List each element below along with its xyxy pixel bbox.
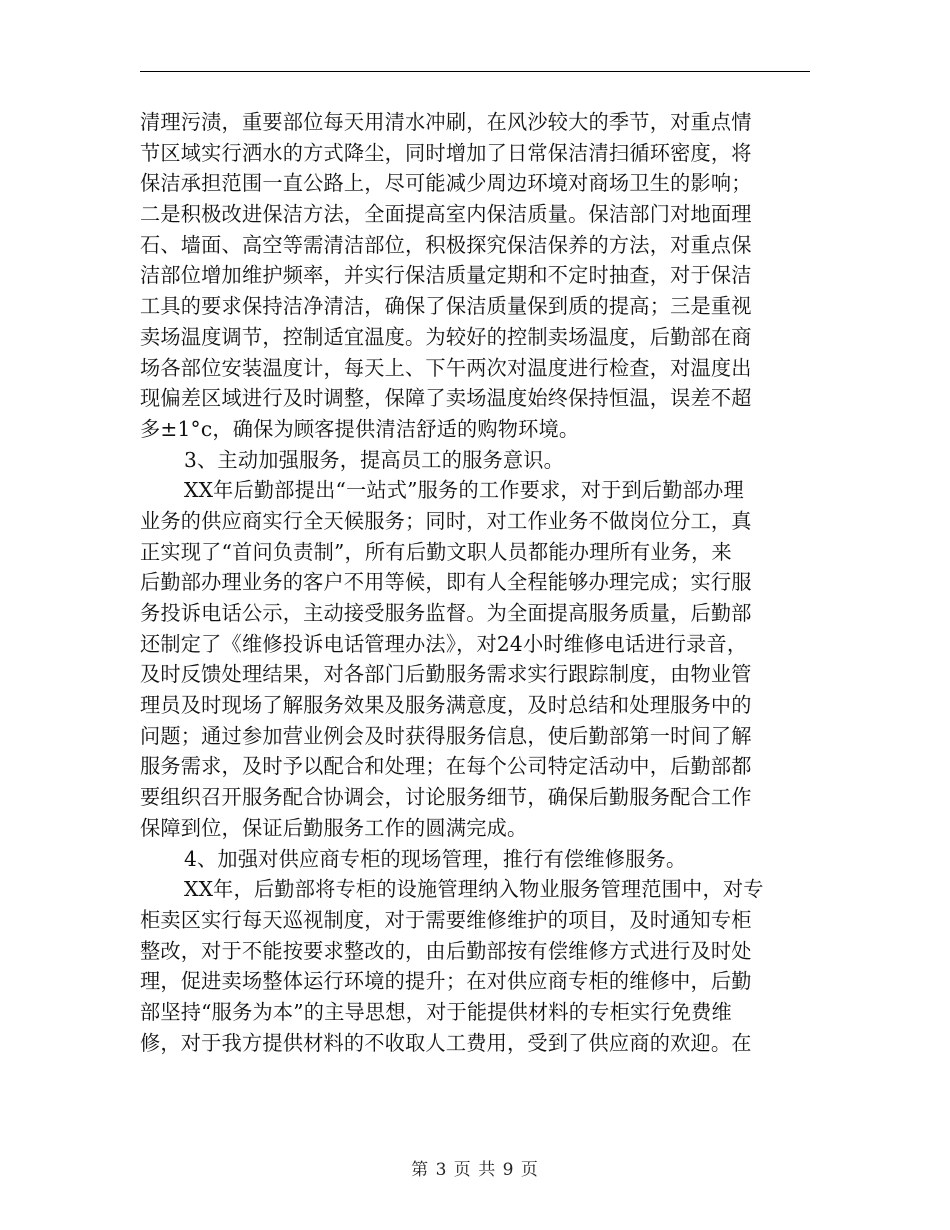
text-line: 整改，对于不能按要求整改的，由后勤部按有偿维修方式进行及时处 bbox=[140, 938, 752, 963]
text-line: 卖场温度调节，控制适宜温度。为较好的控制卖场温度，后勤部在商 bbox=[140, 324, 752, 349]
text-line: 保障到位，保证后勤服务工作的圆满完成。 bbox=[140, 815, 528, 840]
text-line: 保洁承担范围一直公路上，尽可能减少周边环境对商场卫生的影响； bbox=[140, 171, 752, 196]
text-line: 服务需求，及时予以配合和处理；在每个公司特定活动中，后勤部都 bbox=[140, 754, 752, 779]
text-line: 场各部位安装温度计，每天上、下午两次对温度进行检查，对温度出 bbox=[140, 355, 752, 380]
text-line: 柜卖区实行每天巡视制度，对于需要维修维护的项目，及时通知专柜 bbox=[140, 907, 752, 932]
text-line: 石、墙面、高空等需清洁部位，积极探究保洁保养的方法，对重点保 bbox=[140, 232, 752, 257]
text-line: 理员及时现场了解服务效果及服务满意度，及时总结和处理服务中的 bbox=[140, 693, 752, 718]
text-line: 正实现了“首问负责制”，所有后勤文职人员都能办理所有业务，来 bbox=[140, 539, 732, 564]
page-footer: 第 3 页 共 9 页 bbox=[411, 1160, 539, 1180]
text-line: 二是积极改进保洁方法，全面提高室内保洁质量。保洁部门对地面理 bbox=[140, 202, 752, 227]
text-line: 问题；通过参加营业例会及时获得服务信息，使后勤部第一时间了解 bbox=[140, 723, 752, 748]
document-body bbox=[140, 107, 812, 1058]
text-line: 后勤部办理业务的客户不用等候，即有人全程能够办理完成；实行服 bbox=[140, 570, 752, 595]
text-line: 现偏差区域进行及时调整，保障了卖场温度始终保持恒温，误差不超 bbox=[140, 386, 752, 411]
text-line: 部坚持“服务为本”的主导思想，对于能提供材料的专柜实行免费维 bbox=[140, 999, 732, 1024]
text-line: 还制定了《维修投诉电话管理办法》，对24小时维修电话进行录音， bbox=[140, 631, 748, 656]
text-line: 多±1°c，确保为顾客提供清洁舒适的购物环境。 bbox=[140, 416, 580, 441]
text-line: XX年，后勤部将专柜的设施管理纳入物业服务管理范围中，对专 bbox=[184, 877, 764, 902]
header-rule bbox=[140, 71, 810, 72]
text-line: 及时反馈处理结果，对各部门后勤服务需求实行跟踪制度，由物业管 bbox=[140, 662, 752, 687]
text-line: 节区域实行洒水的方式降尘，同时增加了日常保洁清扫循环密度，将 bbox=[140, 140, 752, 165]
text-line: 业务的供应商实行全天候服务；同时，对工作业务不做岗位分工，真 bbox=[140, 508, 752, 533]
text-line: 洁部位增加维护频率，并实行保洁质量定期和不定时抽查，对于保洁 bbox=[140, 263, 752, 288]
text-line: 要组织召开服务配合协调会，讨论服务细节，确保后勤服务配合工作 bbox=[140, 785, 752, 810]
text-line: 3、主动加强服务，提高员工的服务意识。 bbox=[184, 447, 565, 472]
text-line: 工具的要求保持洁净清洁，确保了保洁质量保到质的提高；三是重视 bbox=[140, 294, 752, 319]
text-line: 理，促进卖场整体运行环境的提升；在对供应商专柜的维修中，后勤 bbox=[140, 969, 752, 994]
text-line: 修，对于我方提供材料的不收取人工费用，受到了供应商的欢迎。在 bbox=[140, 1030, 752, 1055]
text-line: XX年后勤部提出“一站式”服务的工作要求，对于到后勤部办理 bbox=[184, 478, 744, 503]
text-line: 清理污渍，重要部位每天用清水冲刷，在风沙较大的季节，对重点情 bbox=[140, 110, 752, 134]
text-line: 4、加强对供应商专柜的现场管理，推行有偿维修服务。 bbox=[184, 846, 687, 871]
text-line: 务投诉电话公示，主动接受服务监督。为全面提高服务质量，后勤部 bbox=[140, 601, 752, 625]
